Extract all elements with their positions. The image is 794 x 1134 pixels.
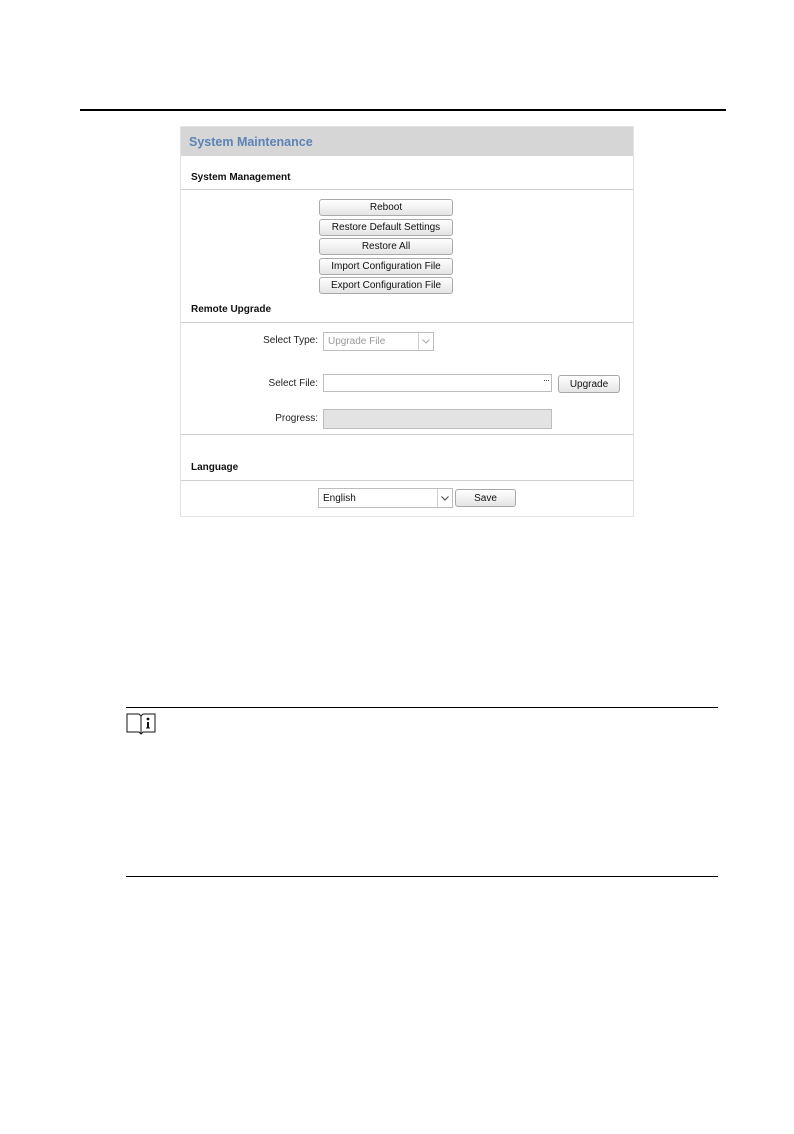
select-type-value: Upgrade File — [328, 336, 386, 347]
upgrade-progress-bar — [323, 409, 552, 429]
select-file-label: Select File: — [268, 378, 318, 389]
panel-title: System Maintenance — [189, 135, 313, 149]
restore-default-settings-button[interactable]: Restore Default Settings — [319, 219, 453, 236]
system-maintenance-panel — [180, 126, 634, 517]
chevron-down-icon — [418, 333, 433, 350]
language-heading: Language — [191, 462, 239, 473]
select-type-dropdown[interactable] — [323, 332, 434, 351]
import-configuration-file-button[interactable]: Import Configuration File — [319, 258, 453, 275]
reboot-button[interactable]: Reboot — [319, 199, 453, 216]
select-file-field[interactable] — [323, 374, 552, 392]
language-dropdown[interactable] — [318, 488, 453, 508]
save-button[interactable]: Save — [455, 489, 516, 507]
note-top-rule — [126, 707, 718, 708]
panel-header — [181, 127, 633, 156]
language-divider — [181, 480, 633, 481]
remote-upgrade-divider — [181, 322, 633, 323]
page-header-rule — [80, 109, 726, 111]
note-icon — [125, 711, 157, 740]
browse-icon[interactable]: ··· — [543, 375, 549, 385]
restore-all-button[interactable]: Restore All — [319, 238, 453, 255]
progress-divider — [181, 434, 633, 435]
progress-label: Progress: — [275, 413, 318, 424]
system-management-divider — [181, 189, 633, 190]
language-value: English — [323, 492, 356, 504]
chevron-down-icon — [437, 489, 452, 507]
system-management-heading: System Management — [191, 172, 291, 183]
upgrade-button[interactable]: Upgrade — [558, 375, 620, 393]
export-configuration-file-button[interactable]: Export Configuration File — [319, 277, 453, 294]
remote-upgrade-heading: Remote Upgrade — [191, 304, 272, 315]
select-type-label: Select Type: — [263, 335, 318, 346]
note-bottom-rule — [126, 876, 718, 877]
